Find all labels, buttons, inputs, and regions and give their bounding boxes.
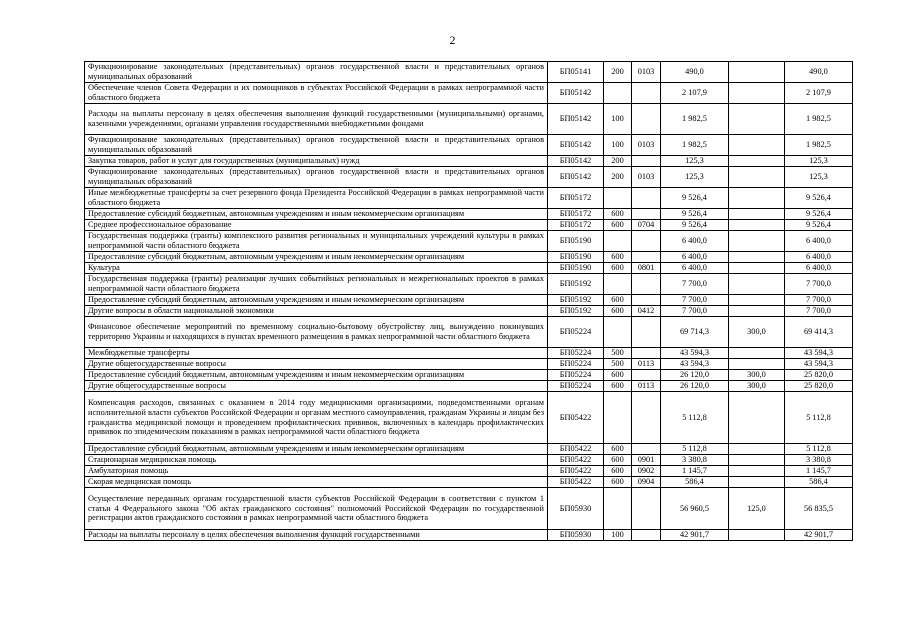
row-name-cell: Расходы на выплаты персоналу в целях обеспечения выполнения функций государственными (муниципальными) органами, казенными учреждениями, органами управления государственными внебюджетными фондами xyxy=(85,104,548,135)
row-code-cell: БП05422 xyxy=(548,444,604,455)
row-expense-type-cell: 600 xyxy=(604,477,632,488)
row-section-cell: 0901 xyxy=(632,455,661,466)
row-amount-cell: 69 714,3 xyxy=(661,317,729,348)
row-expense-type-cell: 600 xyxy=(604,444,632,455)
row-section-cell xyxy=(632,274,661,295)
row-code-cell: БП05192 xyxy=(548,295,604,306)
row-change-cell xyxy=(729,167,785,188)
table-row xyxy=(85,231,853,252)
row-section-cell xyxy=(632,530,661,541)
row-amount-cell: 1 145,7 xyxy=(661,466,729,477)
row-section-cell xyxy=(632,209,661,220)
row-total-cell: 1 145,7 xyxy=(785,466,853,477)
row-total-cell: 125,3 xyxy=(785,167,853,188)
row-total-cell: 5 112,8 xyxy=(785,392,853,444)
table-row xyxy=(85,392,853,444)
row-name-cell: Обеспечение членов Совета Федерации и их помощников в субъектах Российской Федерации в рамках непрограммной части областного бюджета xyxy=(85,83,548,104)
row-section-cell: 0113 xyxy=(632,381,661,392)
row-section-cell xyxy=(632,83,661,104)
row-expense-type-cell xyxy=(604,231,632,252)
row-section-cell xyxy=(632,188,661,209)
row-code-cell: БП05224 xyxy=(548,370,604,381)
row-amount-cell: 6 400,0 xyxy=(661,252,729,263)
row-change-cell xyxy=(729,252,785,263)
row-change-cell: 300,0 xyxy=(729,381,785,392)
row-code-cell: БП05142 xyxy=(548,156,604,167)
row-section-cell: 0904 xyxy=(632,477,661,488)
row-amount-cell: 5 112,8 xyxy=(661,444,729,455)
row-amount-cell: 1 982,5 xyxy=(661,104,729,135)
row-amount-cell: 125,3 xyxy=(661,167,729,188)
row-change-cell xyxy=(729,444,785,455)
row-total-cell: 6 400,0 xyxy=(785,263,853,274)
row-section-cell: 0103 xyxy=(632,135,661,156)
row-expense-type-cell: 200 xyxy=(604,62,632,83)
row-code-cell: БП05172 xyxy=(548,188,604,209)
row-expense-type-cell xyxy=(604,317,632,348)
row-section-cell xyxy=(632,444,661,455)
row-section-cell: 0704 xyxy=(632,220,661,231)
row-code-cell: БП05142 xyxy=(548,167,604,188)
row-total-cell: 6 400,0 xyxy=(785,252,853,263)
row-code-cell: БП05142 xyxy=(548,135,604,156)
table-row xyxy=(85,370,853,381)
row-section-cell xyxy=(632,370,661,381)
table-row xyxy=(85,348,853,359)
row-amount-cell: 42 901,7 xyxy=(661,530,729,541)
row-change-cell: 125,0 xyxy=(729,488,785,530)
table-row xyxy=(85,167,853,188)
row-change-cell xyxy=(729,530,785,541)
row-change-cell xyxy=(729,306,785,317)
row-change-cell xyxy=(729,156,785,167)
row-expense-type-cell: 200 xyxy=(604,167,632,188)
row-expense-type-cell: 500 xyxy=(604,348,632,359)
row-name-cell: Функционирование законодательных (представительных) органов государственной власти и представительных органов муниципальных образований xyxy=(85,167,548,188)
row-change-cell xyxy=(729,62,785,83)
row-change-cell xyxy=(729,135,785,156)
row-total-cell: 42 901,7 xyxy=(785,530,853,541)
row-amount-cell: 6 400,0 xyxy=(661,263,729,274)
row-expense-type-cell: 600 xyxy=(604,455,632,466)
table-row xyxy=(85,306,853,317)
table-row xyxy=(85,274,853,295)
row-change-cell: 300,0 xyxy=(729,317,785,348)
row-section-cell xyxy=(632,488,661,530)
row-total-cell: 9 526,4 xyxy=(785,220,853,231)
row-code-cell: БП05930 xyxy=(548,488,604,530)
row-code-cell: БП05190 xyxy=(548,263,604,274)
row-amount-cell: 56 960,5 xyxy=(661,488,729,530)
row-expense-type-cell: 600 xyxy=(604,209,632,220)
row-name-cell: Предоставление субсидий бюджетным, автономным учреждениям и иным некоммерческим организациям xyxy=(85,295,548,306)
row-section-cell: 0412 xyxy=(632,306,661,317)
row-name-cell: Межбюджетные трансферты xyxy=(85,348,548,359)
row-total-cell: 5 112,8 xyxy=(785,444,853,455)
table-row xyxy=(85,209,853,220)
row-section-cell xyxy=(632,317,661,348)
row-expense-type-cell xyxy=(604,392,632,444)
row-name-cell: Расходы на выплаты персоналу в целях обеспечения выполнения функций государственными xyxy=(85,530,548,541)
row-amount-cell: 5 112,8 xyxy=(661,392,729,444)
row-change-cell xyxy=(729,263,785,274)
table-row xyxy=(85,156,853,167)
row-expense-type-cell: 100 xyxy=(604,135,632,156)
row-expense-type-cell: 600 xyxy=(604,466,632,477)
row-code-cell: БП05142 xyxy=(548,83,604,104)
row-section-cell xyxy=(632,252,661,263)
row-expense-type-cell xyxy=(604,488,632,530)
row-code-cell: БП05141 xyxy=(548,62,604,83)
row-name-cell: Компенсация расходов, связанных с оказанием в 2014 году медицинскими организациями, подведомственными органам исполнительной власти субъектов Российской Федерации и органам местного самоуправления, гражданам Украины и лицам без гражданства медицинской помощи и проведением профилактических прививок, включенных в календарь профилактических прививок по эпидемическим показаниям в рамках непрограммной части областного бюджета xyxy=(85,392,548,444)
row-section-cell: 0103 xyxy=(632,167,661,188)
row-code-cell: БП05190 xyxy=(548,231,604,252)
row-amount-cell: 125,3 xyxy=(661,156,729,167)
row-expense-type-cell: 600 xyxy=(604,381,632,392)
row-change-cell xyxy=(729,209,785,220)
row-change-cell xyxy=(729,220,785,231)
row-total-cell: 9 526,4 xyxy=(785,209,853,220)
row-change-cell xyxy=(729,359,785,370)
row-code-cell: БП05422 xyxy=(548,455,604,466)
row-amount-cell: 3 380,8 xyxy=(661,455,729,466)
row-total-cell: 1 982,5 xyxy=(785,104,853,135)
row-section-cell xyxy=(632,156,661,167)
row-expense-type-cell: 600 xyxy=(604,370,632,381)
row-change-cell xyxy=(729,274,785,295)
row-amount-cell: 586,4 xyxy=(661,477,729,488)
row-amount-cell: 490,0 xyxy=(661,62,729,83)
row-section-cell: 0113 xyxy=(632,359,661,370)
row-change-cell xyxy=(729,188,785,209)
row-name-cell: Закупка товаров, работ и услуг для государственных (муниципальных) нужд xyxy=(85,156,548,167)
row-expense-type-cell: 200 xyxy=(604,156,632,167)
table-row xyxy=(85,295,853,306)
row-name-cell: Функционирование законодательных (представительных) органов государственной власти и представительных органов муниципальных образований xyxy=(85,62,548,83)
table-row xyxy=(85,263,853,274)
row-change-cell xyxy=(729,466,785,477)
table-row xyxy=(85,317,853,348)
row-name-cell: Скорая медицинская помощь xyxy=(85,477,548,488)
row-expense-type-cell: 600 xyxy=(604,263,632,274)
row-name-cell: Предоставление субсидий бюджетным, автономным учреждениям и иным некоммерческим организациям xyxy=(85,370,548,381)
row-name-cell: Предоставление субсидий бюджетным, автономным учреждениям и иным некоммерческим организациям xyxy=(85,209,548,220)
table-row xyxy=(85,530,853,541)
row-total-cell: 125,3 xyxy=(785,156,853,167)
row-change-cell xyxy=(729,104,785,135)
table-row xyxy=(85,477,853,488)
row-total-cell: 1 982,5 xyxy=(785,135,853,156)
row-change-cell xyxy=(729,231,785,252)
row-total-cell: 9 526,4 xyxy=(785,188,853,209)
row-name-cell: Другие общегосударственные вопросы xyxy=(85,359,548,370)
row-name-cell: Государственная поддержка (гранты) реализации лучших событийных региональных и межрегиональных проектов в рамках непрограммной части областного бюджета xyxy=(85,274,548,295)
row-change-cell xyxy=(729,83,785,104)
row-code-cell: БП05224 xyxy=(548,317,604,348)
row-amount-cell: 9 526,4 xyxy=(661,188,729,209)
row-amount-cell: 7 700,0 xyxy=(661,274,729,295)
row-total-cell: 3 380,8 xyxy=(785,455,853,466)
row-total-cell: 7 700,0 xyxy=(785,274,853,295)
row-expense-type-cell: 100 xyxy=(604,530,632,541)
table-row xyxy=(85,466,853,477)
row-change-cell xyxy=(729,477,785,488)
row-total-cell: 69 414,3 xyxy=(785,317,853,348)
table-row xyxy=(85,488,853,530)
row-amount-cell: 2 107,9 xyxy=(661,83,729,104)
row-code-cell: БП05142 xyxy=(548,104,604,135)
row-amount-cell: 43 594,3 xyxy=(661,348,729,359)
row-section-cell xyxy=(632,348,661,359)
row-total-cell: 6 400,0 xyxy=(785,231,853,252)
table-row xyxy=(85,455,853,466)
row-change-cell xyxy=(729,392,785,444)
row-change-cell xyxy=(729,348,785,359)
row-expense-type-cell: 600 xyxy=(604,306,632,317)
row-section-cell: 0801 xyxy=(632,263,661,274)
row-section-cell xyxy=(632,231,661,252)
row-total-cell: 7 700,0 xyxy=(785,306,853,317)
budget-table xyxy=(84,61,853,541)
row-expense-type-cell: 600 xyxy=(604,252,632,263)
page-number: 2 xyxy=(449,33,456,47)
table-row xyxy=(85,252,853,263)
row-total-cell: 56 835,5 xyxy=(785,488,853,530)
row-code-cell: БП05172 xyxy=(548,209,604,220)
table-row xyxy=(85,135,853,156)
row-code-cell: БП05172 xyxy=(548,220,604,231)
row-amount-cell: 7 700,0 xyxy=(661,295,729,306)
row-code-cell: БП05422 xyxy=(548,477,604,488)
row-amount-cell: 7 700,0 xyxy=(661,306,729,317)
row-code-cell: БП05192 xyxy=(548,274,604,295)
row-name-cell: Предоставление субсидий бюджетным, автономным учреждениям и иным некоммерческим организациям xyxy=(85,252,548,263)
row-section-cell xyxy=(632,104,661,135)
row-name-cell: Осуществление переданных органам государственной власти субъектов Российской Федерации в соответствии с пунктом 1 статьи 4 Федерального закона "Об актах гражданского состояния" полномочий Российской Федерации по государственной регистрации актов гражданского состояния в рамках непрограммной части областного бюджета xyxy=(85,488,548,530)
row-code-cell: БП05930 xyxy=(548,530,604,541)
row-total-cell: 25 820,0 xyxy=(785,381,853,392)
row-total-cell: 43 594,3 xyxy=(785,359,853,370)
table-row xyxy=(85,62,853,83)
row-name-cell: Иные межбюджетные трансферты за счет резервного фонда Президента Российской Федерации в рамках непрограммной части областного бюджета xyxy=(85,188,548,209)
row-section-cell xyxy=(632,392,661,444)
row-expense-type-cell xyxy=(604,274,632,295)
row-change-cell: 300,0 xyxy=(729,370,785,381)
row-amount-cell: 43 594,3 xyxy=(661,359,729,370)
row-total-cell: 586,4 xyxy=(785,477,853,488)
row-expense-type-cell: 500 xyxy=(604,359,632,370)
table-row xyxy=(85,188,853,209)
row-code-cell: БП05190 xyxy=(548,252,604,263)
row-code-cell: БП05224 xyxy=(548,348,604,359)
row-name-cell: Финансовое обеспечение мероприятий по временному социально-бытовому обустройству лиц, вынужденно покинувших территорию Украины и находящихся в пунктах временного размещения в рамках непрограммной части областного бюджета xyxy=(85,317,548,348)
row-amount-cell: 26 120,0 xyxy=(661,370,729,381)
row-expense-type-cell: 600 xyxy=(604,295,632,306)
row-total-cell: 2 107,9 xyxy=(785,83,853,104)
row-name-cell: Среднее профессиональное образование xyxy=(85,220,548,231)
row-change-cell xyxy=(729,295,785,306)
table-row xyxy=(85,220,853,231)
table-row xyxy=(85,444,853,455)
row-expense-type-cell xyxy=(604,83,632,104)
row-code-cell: БП05192 xyxy=(548,306,604,317)
row-amount-cell: 9 526,4 xyxy=(661,220,729,231)
row-amount-cell: 6 400,0 xyxy=(661,231,729,252)
table-row xyxy=(85,104,853,135)
row-code-cell: БП05224 xyxy=(548,359,604,370)
row-section-cell: 0103 xyxy=(632,62,661,83)
row-section-cell xyxy=(632,295,661,306)
row-name-cell: Другие общегосударственные вопросы xyxy=(85,381,548,392)
row-name-cell: Амбулаторная помощь xyxy=(85,466,548,477)
row-expense-type-cell: 100 xyxy=(604,104,632,135)
row-total-cell: 7 700,0 xyxy=(785,295,853,306)
row-code-cell: БП05224 xyxy=(548,381,604,392)
row-change-cell xyxy=(729,455,785,466)
row-total-cell: 43 594,3 xyxy=(785,348,853,359)
row-amount-cell: 9 526,4 xyxy=(661,209,729,220)
table-row xyxy=(85,381,853,392)
row-name-cell: Другие вопросы в области национальной экономики xyxy=(85,306,548,317)
table-body xyxy=(85,62,853,541)
row-total-cell: 490,0 xyxy=(785,62,853,83)
row-name-cell: Предоставление субсидий бюджетным, автономным учреждениям и иным некоммерческим организациям xyxy=(85,444,548,455)
row-amount-cell: 26 120,0 xyxy=(661,381,729,392)
row-amount-cell: 1 982,5 xyxy=(661,135,729,156)
row-name-cell: Функционирование законодательных (представительных) органов государственной власти и представительных органов муниципальных образований xyxy=(85,135,548,156)
table-row xyxy=(85,359,853,370)
row-name-cell: Культура xyxy=(85,263,548,274)
row-name-cell: Стационарная медицинская помощь xyxy=(85,455,548,466)
row-total-cell: 25 820,0 xyxy=(785,370,853,381)
row-expense-type-cell: 600 xyxy=(604,220,632,231)
row-name-cell: Государственная поддержка (гранты) комплексного развития региональных и муниципальных учреждений культуры в рамках непрограммной части областного бюджета xyxy=(85,231,548,252)
row-code-cell: БП05422 xyxy=(548,466,604,477)
row-expense-type-cell xyxy=(604,188,632,209)
row-code-cell: БП05422 xyxy=(548,392,604,444)
table-row xyxy=(85,83,853,104)
row-section-cell: 0902 xyxy=(632,466,661,477)
